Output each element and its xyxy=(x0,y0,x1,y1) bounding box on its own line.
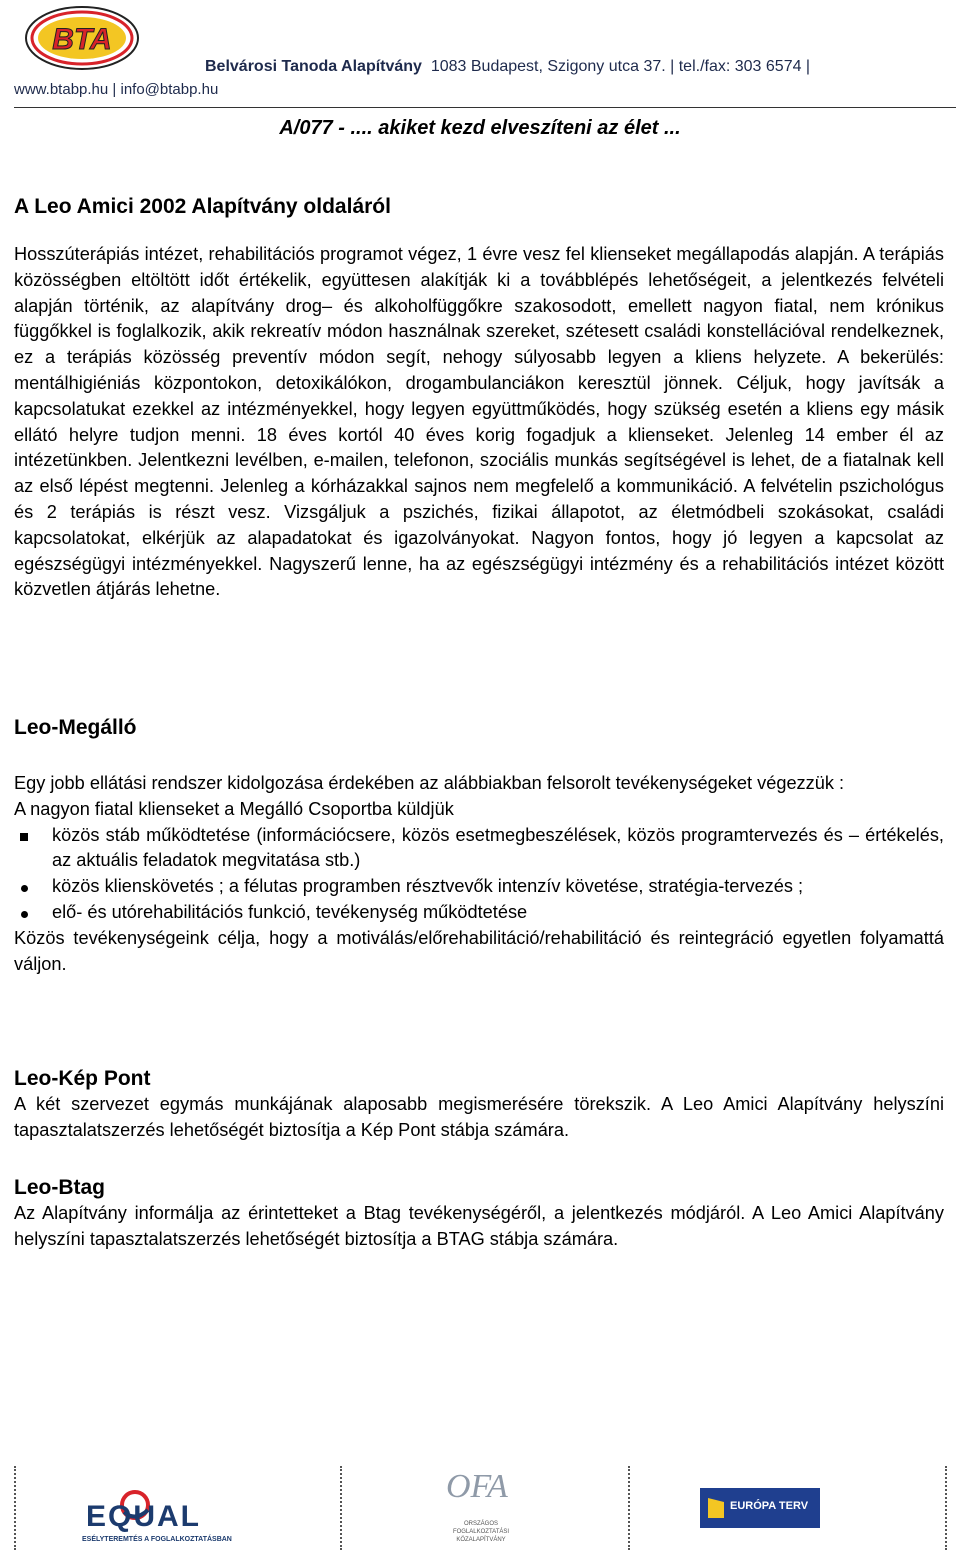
europa-terv-logo xyxy=(700,1488,820,1528)
document-title: A/077 - .... akiket kezd elveszíteni az élet ... xyxy=(279,117,681,139)
equal-logo-text: EQUAL xyxy=(86,1500,201,1533)
megallo-heading: Leo-Megálló xyxy=(14,716,137,739)
contact-separator: | xyxy=(112,81,117,98)
btag-heading: Leo-Btag xyxy=(14,1176,105,1199)
org-line xyxy=(205,58,810,76)
header-divider xyxy=(14,107,956,108)
footer-separator xyxy=(945,1466,947,1550)
square-bullet-icon xyxy=(17,823,31,849)
logo-text: BTA xyxy=(52,23,112,56)
list-item: elő- és utórehabilitációs funkció, tevékenység működtetése xyxy=(14,900,944,926)
org-details: 1083 Budapest, Szigony utca 37. | tel./fax: 303 6574 | xyxy=(430,58,811,75)
ofa-logo-text: OFA xyxy=(446,1468,508,1505)
footer-separator xyxy=(14,1466,16,1550)
website-link[interactable]: www.btabp.hu xyxy=(14,81,109,98)
equal-logo xyxy=(78,1468,248,1548)
list-item: közös klienskövetés ; a félutas programben résztvevők intenzív követése, stratégia-tervezés ; xyxy=(14,874,944,900)
kep-pont-text: A két szervezet egymás munkájának alaposabb megismerésére törekszik. A Leo Amici Alapítvány helyszíni tapasztalatszerzés lehetőségét biztosítja a Kép Pont stábja számára. xyxy=(14,1094,944,1140)
btag-text: Az Alapítvány informálja az érintetteket a Btag tevékenységéről, a jelentkezés módjáról. A Leo Amici Alapítvány helyszíni tapasztalatszerzés lehetőségét biztosítja a BTAG stábja számára. xyxy=(14,1203,944,1249)
round-bullet-icon xyxy=(17,874,31,900)
intro-paragraph: Hosszúterápiás intézet, rehabilitációs programot végez, 1 évre vesz fel klienseket megállapodás alapján. A terápiás közösségben eltöltött időt értékelik, együttesen alakítják ki a továbblépés lehetőségeit, a jelentkezés felvételi alapján történik, az alapítvány drog– és alkoholfüggőkre szakosodott, emellett nagyon fiatal, nem krónikus függőkkel is foglalkozik, akik rekreatív módon használnak szereket, szétesett családi konstellációval rendelkeznek, ez a terápiás közösség preventív módon segít, nehogy súlyosabb legyen a kliens helyzete. A bekerülés: mentálhigiéniás központokon, detoxikálókon, drogambulanciákon keresztül jönnek. Céljuk, hogy javítsák a kapcsolatukat ezekkel az intézményekkel, hogy legyen együttműködés, hogy szükség esetén a kliens egy másik ellátó helyre tudjon menni. 18 éves kortól 40 éves korig fogadjuk a klienseket. Jelenleg 14 ember él az intézetünkben. Jelentkezni levélben, e-mailen, telefonon, szociális munkás segítségével is lehet, de a fiatalnak kell az első lépést megtenni. Jelenleg a kórházakkal sajnos nem megfelelő a kommunikáció. A felvételin pszichológus és 2 terápiás is részt vesz. Vizsgáljuk a pszichés, fizikai állapotot, az életmódbeli szokásokat, családi kapcsolatokat, elkérjük az alapadatokat és igazolványokat. Nagyon fontos, hogy jó legyen a kapcsolat az egészségügyi intézményekkel. Nagyszerű lenne, ha az egészségügyi intézmény és a rehabilitációs intézet között közvetlen átjárás lehetne. xyxy=(14,244,944,600)
equal-logo-subtitle: ESÉLYTEREMTÉS A FOGLALKOZTATÁSBAN xyxy=(82,1536,232,1543)
megallo-section xyxy=(14,715,944,977)
footer-separator xyxy=(340,1466,342,1550)
contact-line xyxy=(14,81,218,98)
round-bullet-icon xyxy=(17,900,31,926)
europa-terv-text: EURÓPA TERV xyxy=(730,1500,809,1512)
main-heading: A Leo Amici 2002 Alapítvány oldaláról xyxy=(14,195,391,218)
btag-section xyxy=(14,1175,944,1253)
megallo-goal: Közös tevékenységeink célja, hogy a motiválás/előrehabilitáció/rehabilitáció és reintegráció egyetlen folyamattá váljon. xyxy=(14,927,944,974)
bta-logo xyxy=(22,4,172,72)
intro-section xyxy=(14,242,944,603)
org-name: Belvárosi Tanoda Alapítvány xyxy=(205,58,422,75)
email-link[interactable]: info@btabp.hu xyxy=(120,81,219,98)
megallo-activity-list xyxy=(14,823,944,926)
footer-separator xyxy=(628,1466,630,1550)
europa-terv-flag-icon xyxy=(706,1496,726,1520)
ofa-logo xyxy=(438,1460,524,1552)
sponsor-footer xyxy=(0,1458,960,1555)
megallo-group-note: A nagyon fiatal klienseket a Megálló Csoportba küldjük xyxy=(14,798,454,819)
kep-pont-section xyxy=(14,1066,944,1144)
megallo-intro: Egy jobb ellátási rendszer kidolgozása érdekében az alábbiakban felsorolt tevékenységeket végezzük : xyxy=(14,773,845,793)
letterhead xyxy=(0,0,960,112)
list-item: közös stáb működtetése (információcsere, közös esetmegbeszélések, közös programtervezés és – értékelés, az aktuális feladatok megvitatása stb.) xyxy=(14,823,944,875)
ofa-logo-subtitle: ORSZÁGOS FOGLALKOZTATÁSI KÖZALAPÍTVÁNY xyxy=(452,1521,510,1543)
kep-pont-heading: Leo-Kép Pont xyxy=(14,1067,151,1090)
